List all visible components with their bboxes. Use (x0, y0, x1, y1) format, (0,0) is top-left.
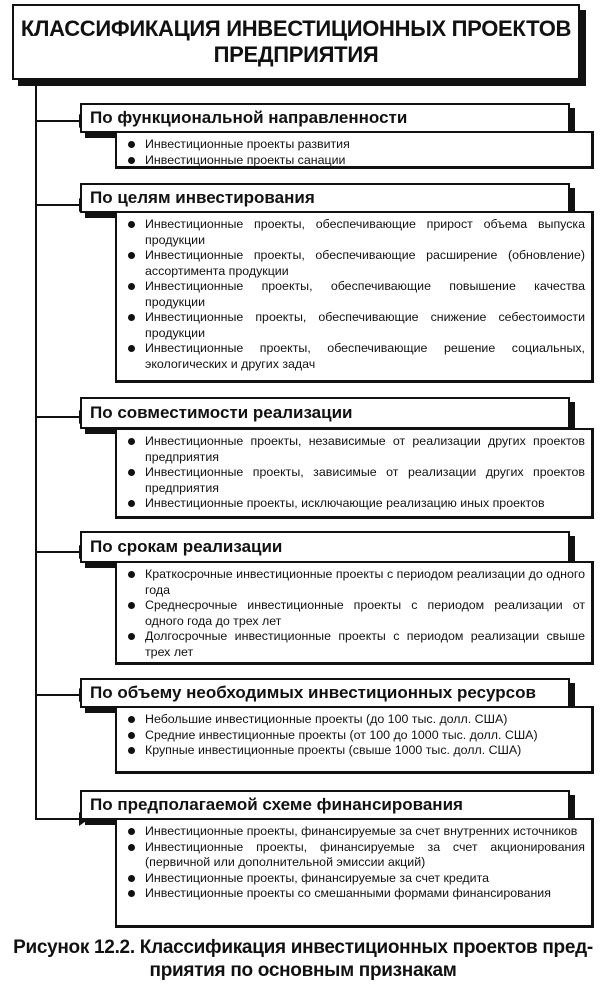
item-text: Инвестиционные проекты санации (145, 152, 346, 167)
bullet-icon (128, 438, 135, 445)
bullet-icon (128, 828, 135, 835)
figure-caption-line-2: приятия по основным признакам (149, 960, 457, 981)
bullet-icon (128, 469, 135, 476)
bullet-icon (128, 500, 135, 507)
category-items (115, 428, 594, 519)
category-items (115, 706, 594, 774)
bullet-icon (128, 157, 135, 164)
list-item (125, 137, 585, 153)
category-items (115, 131, 594, 169)
item-text: Инвестиционные проекты, исключающие реализацию иных проектов (145, 496, 545, 510)
item-text: Инвестиционные проекты, независимые от реализации других проектов предприятия (145, 434, 585, 464)
bullet-icon (128, 345, 135, 352)
item-text: Долгосрочные инвестиционные проекты с периодом реализации свыше трех лет (145, 629, 585, 659)
bullet-icon (128, 844, 135, 851)
figure-caption (0, 936, 606, 982)
category-items (115, 818, 594, 928)
list-item (125, 310, 585, 341)
diagram-title-line-2: ПРЕДПРИЯТИЯ (213, 42, 379, 67)
item-text: Инвестиционные проекты, зависимые от реализации других проектов предприятия (145, 465, 585, 495)
bullet-icon (128, 875, 135, 882)
list-item (125, 598, 585, 629)
connector-arrow (36, 551, 80, 553)
item-text: Инвестиционные проекты со смешанными формами финансирования (145, 886, 551, 900)
connector-arrow (36, 120, 80, 122)
bullet-icon (128, 221, 135, 228)
list-item (125, 886, 585, 902)
bullet-icon (128, 602, 135, 609)
item-text: Инвестиционные проекты, обеспечивающие повышение качества продукции (145, 279, 585, 309)
item-text: Инвестиционные проекты развития (145, 137, 350, 151)
category-items (115, 561, 594, 665)
list-item (125, 279, 585, 310)
list-item (125, 341, 585, 372)
list-item (125, 153, 585, 169)
connector-spine (35, 80, 37, 820)
bullet-icon (128, 141, 135, 148)
item-text: Инвестиционные проекты, обеспечивающие расширение (обновление) ассортимента продукции (145, 248, 585, 278)
bullet-icon (128, 890, 135, 897)
connector-arrow (36, 694, 80, 696)
list-item (125, 824, 585, 840)
item-text: Инвестиционные проекты, финансируемые за счет внутренних источников (145, 824, 578, 838)
list-item (125, 743, 585, 759)
category-heading: По совместимости реализации (80, 397, 570, 429)
item-text: Средние инвестиционные проекты (от 100 до 1000 тыс. долл. США) (145, 727, 538, 742)
item-text: Инвестиционные проекты, обеспечивающие снижение себестоимости продукции (145, 310, 585, 340)
bullet-icon (128, 633, 135, 640)
bullet-icon (128, 314, 135, 321)
bullet-icon (128, 571, 135, 578)
category-heading: По функциональной направленности (80, 103, 570, 133)
item-text: Небольшие инвестиционные проекты (до 100 тыс. долл. США) (145, 712, 508, 726)
bullet-icon (128, 252, 135, 259)
connector-arrow (36, 204, 80, 206)
item-text: Краткосрочные инвестиционные проекты с периодом реализации до одного года (145, 567, 585, 597)
item-text: Крупные инвестиционные проекты (свыше 1000 тыс. долл. США) (145, 743, 522, 757)
category-heading: По целям инвестирования (80, 183, 570, 213)
item-text: Инвестиционные проекты, финансируемые за счет кредита (145, 870, 490, 885)
list-item (125, 465, 585, 496)
connector-arrow (36, 818, 80, 820)
bullet-icon (128, 283, 135, 290)
bullet-icon (128, 732, 135, 739)
list-item (125, 217, 585, 248)
list-item (125, 712, 585, 728)
list-item (125, 434, 585, 465)
bullet-icon (128, 747, 135, 754)
item-text: Инвестиционные проекты, обеспечивающие прирост объема выпуска продукции (145, 217, 585, 247)
bullet-icon (128, 716, 135, 723)
category-heading: По объему необходимых инвестиционных ресурсов (80, 678, 570, 708)
category-heading: По срокам реализации (80, 531, 570, 563)
list-item (125, 840, 585, 871)
list-item (125, 629, 585, 660)
connector-arrow (36, 416, 80, 418)
list-item (125, 728, 585, 744)
diagram-title-box (12, 4, 580, 80)
item-text: Инвестиционные проекты, обеспечивающие решение социальных, экологических и других задач (145, 341, 585, 371)
list-item (125, 567, 585, 598)
category-items (115, 211, 594, 383)
category-heading: По предполагаемой схеме финансирования (80, 790, 570, 820)
list-item (125, 496, 585, 512)
item-text: Среднесрочные инвестиционные проекты с периодом реализации от одного года до трех лет (145, 598, 585, 628)
list-item (125, 248, 585, 279)
list-item (125, 871, 585, 887)
figure-caption-line-1: Рисунок 12.2. Классификация инвестиционных проектов пред- (13, 937, 593, 958)
diagram-title-line-1: КЛАССИФИКАЦИЯ ИНВЕСТИЦИОННЫХ ПРОЕКТОВ (20, 16, 572, 41)
item-text: Инвестиционные проекты, финансируемые за счет акционирования (первичной или дополнительной эмиссии акций) (145, 839, 585, 869)
